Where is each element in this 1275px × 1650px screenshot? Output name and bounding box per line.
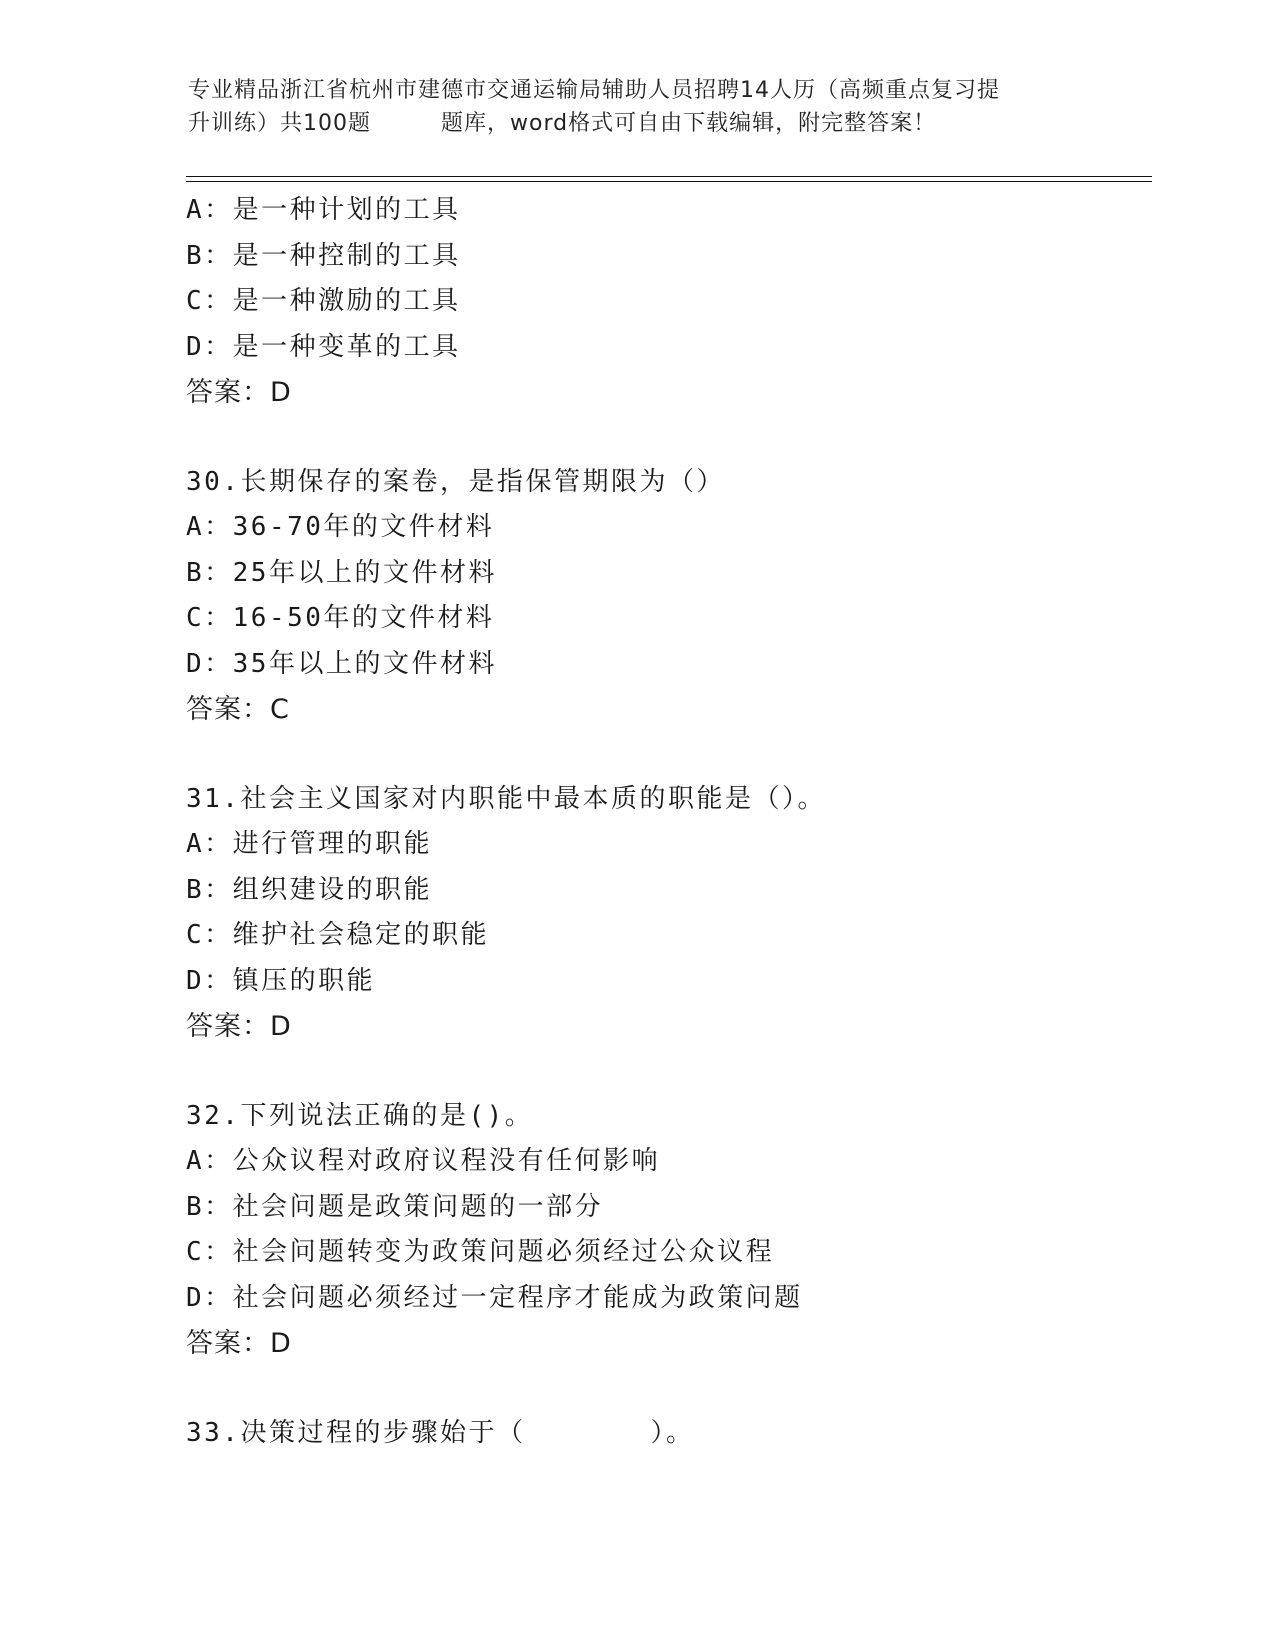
answer-line: 答案：D	[186, 377, 292, 408]
option-d: D：是一种变革的工具	[186, 331, 461, 362]
option-b: B：组织建设的职能	[186, 874, 433, 905]
option-c: C：社会问题转变为政策问题必须经过公众议程	[186, 1237, 775, 1267]
option-d: D：35年以上的文件材料	[186, 648, 497, 679]
answer-line: 答案：C	[186, 694, 290, 725]
question-stem	[186, 1411, 1166, 1457]
question-spacer	[186, 1050, 1166, 1094]
question-stem: 31.社会主义国家对内职能中最本质的职能是（）。	[186, 783, 826, 814]
question-block-30	[186, 460, 1166, 733]
option-a: A：公众议程对政府议程没有任何影响	[186, 1146, 661, 1176]
header-title-line-2	[188, 107, 1068, 140]
option-c: C：16-50年的文件材料	[186, 603, 495, 633]
page-header	[188, 74, 1068, 140]
option-c: C：是一种激励的工具	[186, 286, 461, 316]
question-block-32	[186, 1094, 1166, 1367]
header-title-part-a: 升训练）共100题	[188, 111, 371, 136]
option-a: A：是一种计划的工具	[186, 195, 461, 225]
option-a: A：进行管理的职能	[186, 829, 433, 859]
option-b: B：社会问题是政策问题的一部分	[186, 1191, 604, 1222]
question-block-31	[186, 777, 1166, 1050]
option-b: B：25年以上的文件材料	[186, 557, 497, 588]
header-divider-bottom	[186, 181, 1152, 182]
option-b: B：是一种控制的工具	[186, 240, 461, 271]
header-divider-top	[186, 176, 1152, 177]
question-list	[186, 188, 1166, 1456]
question-spacer	[186, 1367, 1166, 1411]
option-d: D：镇压的职能	[186, 965, 376, 996]
option-c: C：维护社会稳定的职能	[186, 920, 490, 950]
question-stem: 30.长期保存的案卷，是指保管期限为（）	[186, 466, 725, 497]
option-d: D：社会问题必须经过一定程序才能成为政策问题	[186, 1282, 803, 1313]
answer-line: 答案：D	[186, 1011, 292, 1042]
header-title-part-b: 题库，word格式可自由下载编辑，附完整答案！	[441, 111, 937, 136]
answer-line: 答案：D	[186, 1328, 292, 1359]
option-a: A：36-70年的文件材料	[186, 512, 495, 542]
question-spacer	[186, 416, 1166, 460]
question-stem-start: 33.决策过程的步骤始于（	[186, 1417, 526, 1448]
header-title-line-1: 专业精品浙江省杭州市建德市交通运输局辅助人员招聘14人历（高频重点复习提	[188, 78, 1000, 103]
question-block-33	[186, 1411, 1166, 1457]
question-stem: 32.下列说法正确的是()。	[186, 1100, 534, 1131]
question-block-29	[186, 188, 1166, 416]
question-spacer	[186, 733, 1166, 777]
question-stem-end: ）。	[650, 1417, 695, 1448]
